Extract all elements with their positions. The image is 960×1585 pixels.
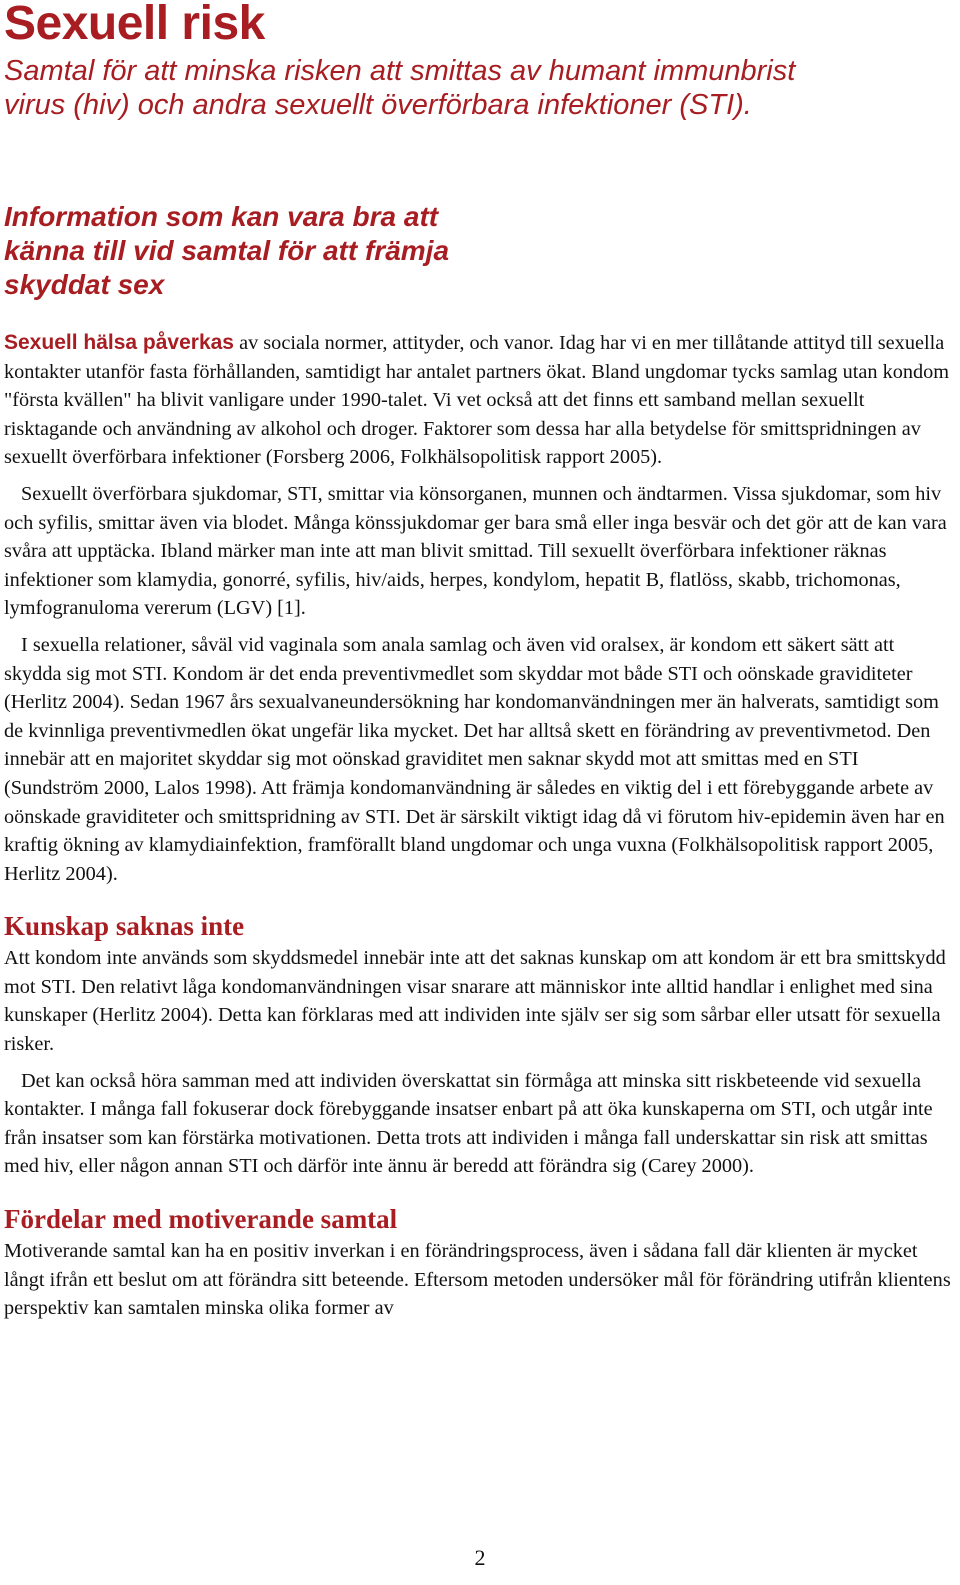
page-subtitle bbox=[4, 54, 952, 122]
page-title: Sexuell risk bbox=[4, 0, 265, 50]
info-heading-line: skyddat sex bbox=[4, 269, 165, 300]
subtitle-line: virus (hiv) och andra sexuellt överförbara infektioner (STI). bbox=[4, 89, 752, 121]
paragraph-sexuell-halsa bbox=[4, 329, 952, 472]
section-heading-kunskap: Kunskap saknas inte bbox=[4, 911, 245, 942]
paragraph-riskbeteende: Det kan också höra samman med att individen överskattat sin förmåga att minska sitt riskbeteende vid sexuella kontakter. I många fall fokuserar dock förebyggande insatser enbart på att öka kunskaperna om STI, och utgår inte från insatser som kan förstärka motivationen. Detta trots att individen i många fall underskattar sin risk att smittas med hiv, eller någon annan STI och därför inte ännu är beredd att förändra sig (Carey 2000). bbox=[4, 1069, 933, 1178]
page-number: 2 bbox=[474, 1545, 486, 1570]
subtitle-line: Samtal för att minska risken att smittas av humant immunbrist bbox=[4, 55, 796, 87]
paragraph-sti: Sexuellt överförbara sjukdomar, STI, smittar via könsorganen, munnen och ändtarmen. Vissa sjukdomar, som hiv och syfilis, smittar även via blodet. Många könssjukdomar ger bara små eller inga besvär och det gör att de kan vara svåra att upptäcka. Ibland märker man inte att man blivit smittad. Till sexuellt överförbara infektioner räknas infektioner som klamydia, gonorré, syfilis, hiv/aids, herpes, kondylom, hepatit B, flatlöss, skabb, trichomonas, lymfogranuloma vererum (LGV) [1]. bbox=[4, 482, 947, 620]
paragraph-kunskap: Att kondom inte används som skyddsmedel innebär inte att det saknas kunskap om att kondom är ett bra smittskydd mot STI. Den relativt låga kondomanvändningen visar snarare att människor inte alltid handlar i enlighet med sina kunskaper (Herlitz 2004). Detta kan förklaras med att individen inte själv ser sig som sårbar eller utsatt för sexuella risker. bbox=[4, 947, 946, 1056]
section-heading-fordelar: Fördelar med motiverande samtal bbox=[4, 1204, 398, 1235]
paragraph-motiverande-samtal: Motiverande samtal kan ha en positiv inverkan i en förändringsprocess, även i sådana fall där klienten är mycket långt ifrån ett beslut om att förändra sitt beteende. Eftersom metoden undersöker mål för förändring utifrån klientens perspektiv kan samtalen minska olika former av bbox=[4, 1240, 951, 1320]
document-page bbox=[4, 0, 952, 1323]
info-heading bbox=[4, 200, 952, 302]
paragraph-kondom: I sexuella relationer, såväl vid vaginala som anala samlag och även vid oralsex, är kondom ett säkert sätt att skydda sig mot STI. Kondom är det enda preventivmedlet som skyddar mot både STI och oönskade graviditeter (Herlitz 2004). Sedan 1967 års sexualvaneundersökning har kondomanvändningen mer än halverats, samtidigt som de kvinnliga preventivmedlen ökat ungefär lika mycket. Det har alltså skett en förändring av preventivmetod. Den innebär att en majoritet skyddar sig mot oönskad graviditet men saknar skydd mot att smittas med en STI (Sundström 2000, Lalos 1998). Att främja kondomanvändning är således en viktig del i ett förebyggande arbete av oönskade graviditeter och smittspridning av STI. Det är särskilt viktigt idag då vi förutom hiv-epidemin även har en kraftig ökning av klamydiainfektion, framförallt bland ungdomar och unga vuxna (Folkhälsopolitisk rapport 2005, Herlitz 2004). bbox=[4, 633, 945, 885]
info-heading-line: känna till vid samtal för att främja bbox=[4, 235, 450, 266]
info-heading-line: Information som kan vara bra att bbox=[4, 201, 439, 232]
paragraph-text: av sociala normer, attityder, och vanor. Idag har vi en mer tillåtande attityd till sexuella kontakter utanför fasta förhållanden, samtidigt har antalet partners ökat. Bland ungdomar tycks samlag utan kondom "första kvällen" ha blivit vanligare under 1990-talet. Vi vet också att det finns ett samband mellan sexuellt risktagande och användning av alkohol och droger. Faktorer som dessa har alla betydelse för smittspridningen av sexuellt överförbara infektioner (Forsberg 2006, Folkhälsopolitisk rapport 2005). bbox=[4, 332, 950, 469]
paragraph-lead: Sexuell hälsa påverkas bbox=[4, 331, 234, 354]
